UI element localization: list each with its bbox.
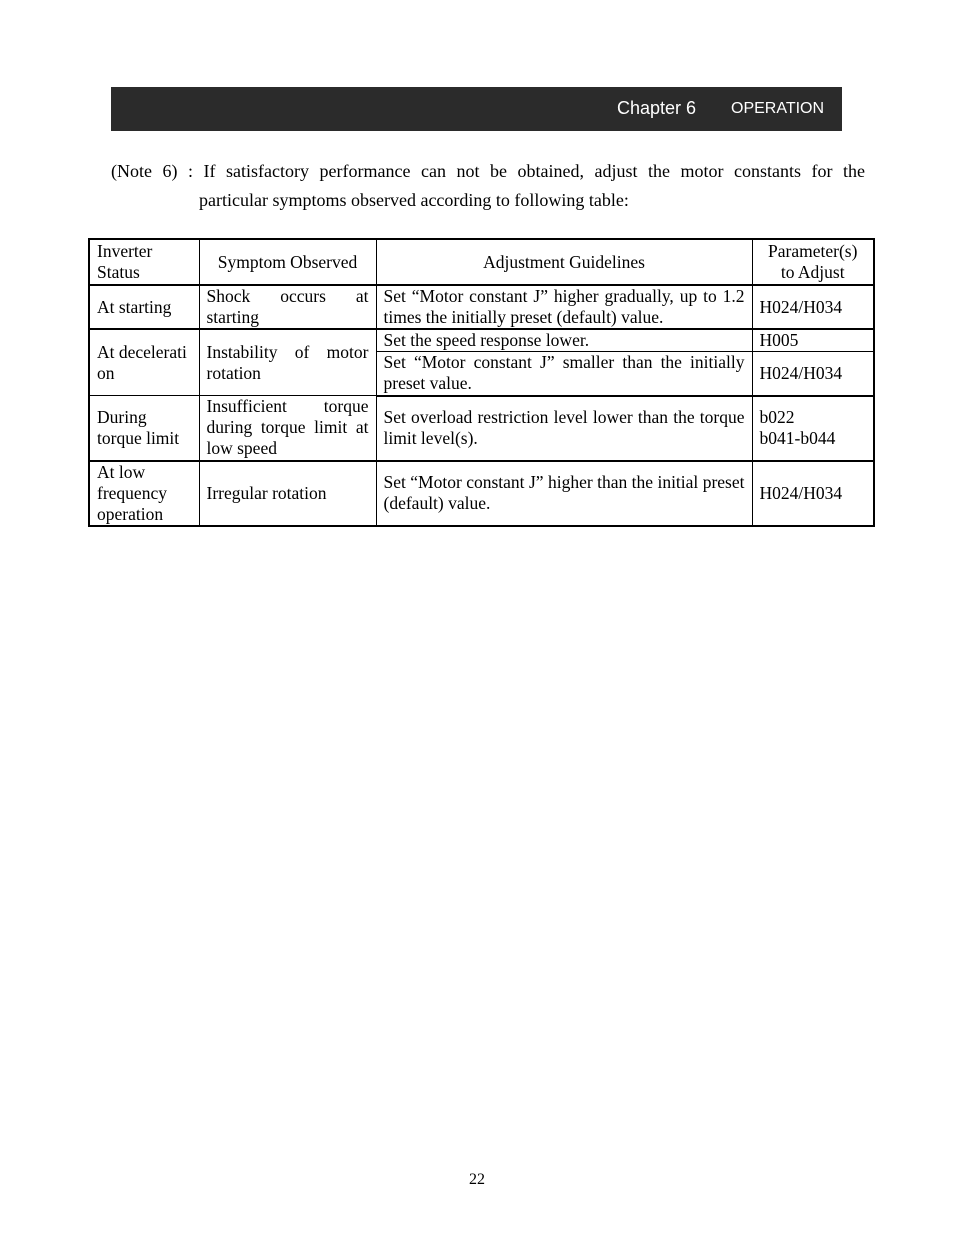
note-line-2: particular symptoms observed according to following table: (199, 190, 629, 210)
table-header-row (89, 239, 874, 285)
cell-symptom: Irregular rotation (199, 461, 376, 526)
chapter-header-bar (111, 87, 842, 131)
cell-symptom: Instability of motor rotation (199, 329, 376, 396)
cell-parameter: H024/H034 (752, 285, 874, 329)
header-inverter-status: Inverter Status (89, 239, 199, 285)
cell-parameter: b022 b041-b044 (752, 396, 874, 461)
header-symptom: Symptom Observed (199, 239, 376, 285)
cell-guideline: Set “Motor constant J” smaller than the initially preset value. (376, 352, 752, 396)
cell-parameter: H024/H034 (752, 352, 874, 396)
note-line-1: (Note 6) : If satisfactory performance can not be obtained, adjust the motor constants for the (111, 161, 865, 181)
cell-parameter: H005 (752, 329, 874, 352)
cell-guideline: Set overload restriction level lower than the torque limit level(s). (376, 396, 752, 461)
table-row (89, 461, 874, 526)
adjustment-table (88, 238, 875, 527)
section-label: OPERATION (731, 100, 825, 117)
cell-status: During torque limit (89, 396, 199, 461)
page-number: 22 (469, 1171, 485, 1188)
header-parameters: Parameter(s) to Adjust (752, 239, 874, 285)
cell-status: At low frequency operation (89, 461, 199, 526)
cell-status: At deceleration (89, 329, 199, 396)
cell-symptom: Shock occurs at starting (199, 285, 376, 329)
note-paragraph (111, 157, 865, 215)
table-row (89, 396, 874, 461)
cell-status: At starting (89, 285, 199, 329)
header-guidelines: Adjustment Guidelines (376, 239, 752, 285)
table-row (89, 329, 874, 352)
table-row (89, 285, 874, 329)
cell-guideline: Set the speed response lower. (376, 329, 752, 352)
cell-guideline: Set “Motor constant J” higher than the initial preset (default) value. (376, 461, 752, 526)
cell-symptom: Insufficient torque during torque limit at low speed (199, 396, 376, 461)
cell-guideline: Set “Motor constant J” higher gradually, up to 1.2 times the initially preset (default) value. (376, 285, 752, 329)
cell-parameter: H024/H034 (752, 461, 874, 526)
chapter-label: Chapter 6 (617, 98, 697, 118)
